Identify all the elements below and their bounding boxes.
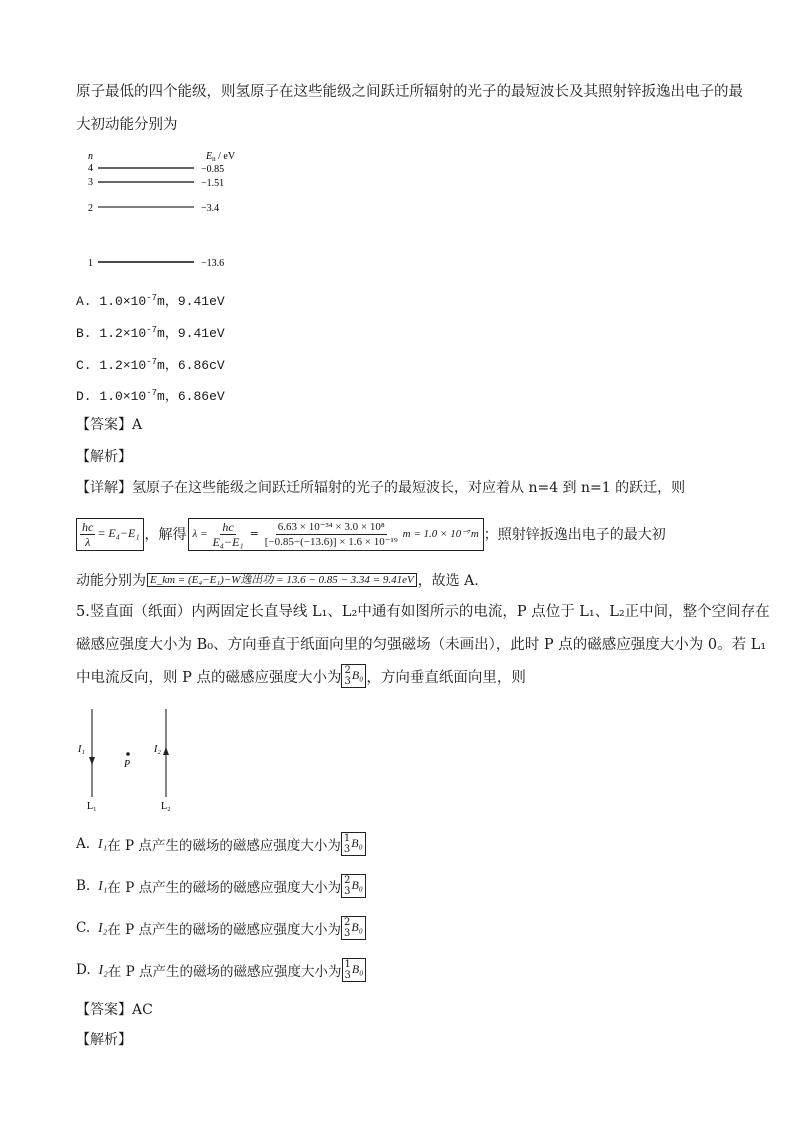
q4-option-c: C. $1.2\times 10^{-7}m$，6.86cV (76, 357, 225, 373)
label-l1: L₁ (87, 801, 97, 812)
diagram-n-label: n (88, 151, 93, 162)
label-l2: L₂ (161, 801, 171, 812)
wires-figure (76, 705, 196, 815)
q4-analysis-tag: 【解析】 (76, 449, 132, 465)
label-i2: I₂ (154, 744, 161, 755)
q5-stem-line1: 5.竖直面（纸面）内两固定长直导线 L₁、L₂中通有如图所示的电流，P 点位于 L₁、L₂正中间，整个空间存在 (76, 604, 770, 620)
current-arrow-up (163, 747, 169, 755)
q4-intro-line2: 大初动能分别为 (76, 117, 178, 133)
solve-text: ，解得 (144, 527, 187, 543)
detail-suffix: ；照射锌扳逸出电子的最大初 (483, 527, 666, 543)
level-2-n: 2 (88, 203, 93, 214)
q4-option-d: D. $1.0\times 10^{-7}m$，6.86eV (76, 388, 225, 404)
q5-stem-line3: 中电流反向，则 P 点的磁感应强度大小为 2 3 B₀ ，方向垂直纸面向里，则 (76, 665, 526, 687)
q4-option-b: B. $1.2\times 10^{-7}m$，9.41eV (76, 325, 225, 341)
formula-photon-energy: $\frac{hc}{\lambda}$ = E₄−E₁ (76, 518, 144, 551)
q4-intro-line1: 原子最低的四个能级，则氢原子在这些能级之间跃迁所辐射的光子的最短波长及其照射锌扳逸出电子的最 (76, 84, 743, 100)
formula-kinetic-energy: E_km = (E₄−E₁)−W逸出功 = 13.6 − 0.85 − 3.34 = 9.41eV (147, 573, 417, 587)
current-arrow-down (89, 757, 95, 765)
point-p (126, 752, 130, 756)
q4-answer: 【答案】A (76, 417, 143, 433)
label-p: P (124, 759, 131, 770)
q4-detail-line: 【详解】氢原子在这些能级之间跃迁所辐射的光子的最短波长，对应着从 n=4 到 n=1 的跃迁，则 (76, 480, 686, 496)
q5-option-a: A. I₁ 在 P 点产生的磁场的磁感应强度大小为 1 3 B₀ (76, 832, 366, 856)
level-4-energy: −0.85 (201, 164, 225, 175)
q4-ke-line: 动能分别为 E_km = (E₄−E₁)−W逸出功 = 13.6 − 0.85 − 3.34 = 9.41eV ，故选 A. (76, 573, 479, 589)
q4-formula-line (76, 512, 666, 556)
formula-wavelength: λ = $\frac{hc}{\text{E₄−E₁}}$ = $\frac{\text{6.63 × 10⁻³⁴ × 3.0 × 10⁸}}{\text{[−0.85−(−13.6)] × 1.6 × 10⁻¹⁹}}$ m = 1.0 × 10⁻⁷m (188, 518, 484, 551)
level-2-energy: −3.4 (201, 203, 220, 214)
q5-stem-line2: 磁感应强度大小为 B₀、方向垂直于纸面向里的匀强磁场（未画出），此时 P 点的磁感应强度大小为 0。若 L₁ (76, 637, 767, 653)
level-1-n: 1 (88, 258, 93, 269)
stem-fraction: 2 3 B₀ (341, 664, 366, 688)
q5-analysis-tag: 【解析】 (76, 1032, 132, 1048)
q5-answer: 【答案】AC (76, 1002, 153, 1018)
level-3-n: 3 (88, 177, 93, 188)
level-4-n: 4 (88, 163, 93, 174)
diagram-energy-label: $E_n$ / eV (206, 151, 236, 163)
label-i1: I₁ (78, 744, 85, 755)
energy-level-diagram (80, 145, 280, 275)
q5-option-d: D. I₂ 在 P 点产生的磁场的磁感应强度大小为 1 3 B₀ (76, 958, 366, 982)
q5-option-b: B. I₁ 在 P 点产生的磁场的磁感应强度大小为 2 3 B₀ (76, 874, 366, 898)
level-1-energy: −13.6 (201, 258, 225, 269)
q4-option-a: A. $1.0\times 10^{-7}m$，9.41eV (76, 293, 225, 309)
q5-option-c: C. I₂ 在 P 点产生的磁场的磁感应强度大小为 2 3 B₀ (76, 916, 366, 940)
level-3-energy: −1.51 (201, 178, 225, 189)
